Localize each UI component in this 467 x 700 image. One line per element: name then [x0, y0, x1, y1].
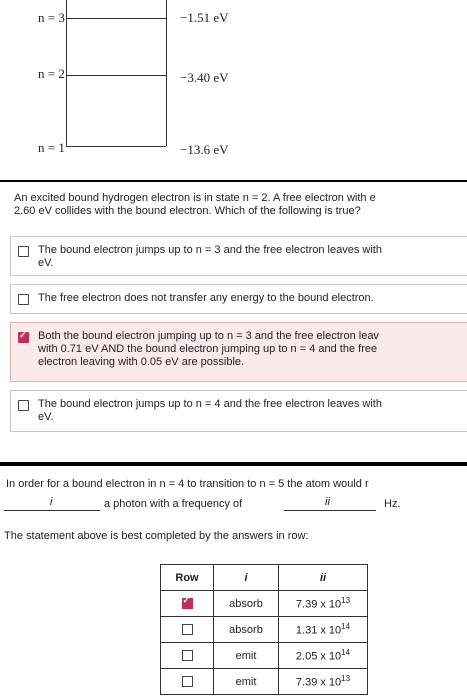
row-3-checkbox[interactable]	[182, 650, 193, 661]
question-2-line-2: a photon with a frequency of	[104, 498, 243, 510]
header-row: Row	[161, 565, 214, 591]
row-1-ii	[279, 591, 368, 617]
level-2-line	[66, 75, 166, 76]
question-1-line-1: An excited bound hydrogen electron is in state n = 2. A free electron with e	[14, 192, 376, 204]
row-1-ii-base: 7.39 x 10	[295, 598, 342, 611]
row-1-checkbox-cell[interactable]	[161, 591, 214, 617]
option-4-checkbox[interactable]	[18, 400, 29, 411]
row-3-checkbox-cell[interactable]	[161, 643, 214, 669]
level-3-line	[66, 18, 166, 19]
row-3-ii-base: 2.05 x 10	[295, 650, 342, 663]
row-4-checkbox[interactable]	[182, 676, 193, 687]
option-1-text	[38, 244, 382, 270]
option-4-line-1: The bound electron jumps up to n = 4 and the free electron leaves with	[38, 398, 382, 410]
row-1-i: absorb	[214, 591, 279, 617]
row-3-ii	[279, 643, 368, 669]
row-2-checkbox[interactable]	[182, 624, 193, 635]
blank-i-line	[4, 510, 100, 511]
row-1-checkbox-checked[interactable]	[182, 598, 193, 609]
table-row[interactable]	[161, 669, 368, 695]
level-1-line	[66, 146, 166, 147]
option-3-line-1: Both the bound electron jumping up to n = 3 and the free electron leav	[38, 330, 379, 342]
row-2-ii	[279, 617, 368, 643]
row-3-ii-exp: 14	[341, 648, 351, 658]
option-1-checkbox[interactable]	[18, 246, 29, 257]
option-3-checkbox-checked[interactable]	[18, 332, 29, 343]
option-4-text	[38, 398, 382, 424]
option-2[interactable]	[10, 284, 467, 314]
question-1-text	[14, 192, 464, 218]
answer-table-header	[161, 565, 368, 591]
level-3-energy: −1.51 eV	[180, 10, 229, 25]
option-2-line-1: The free electron does not transfer any energy to the bound electron.	[38, 292, 374, 304]
question-1-line-2: 2.60 eV collides with the bound electron. Which of the following is true?	[14, 205, 361, 217]
question-2-line-1: In order for a bound electron in n = 4 to transition to n = 5 the atom would r	[6, 478, 369, 490]
row-2-checkbox-cell[interactable]	[161, 617, 214, 643]
row-4-checkbox-cell[interactable]	[161, 669, 214, 695]
unit-hz: Hz.	[384, 498, 401, 510]
energy-level-diagram	[0, 0, 467, 180]
table-row[interactable]	[161, 643, 368, 669]
question-1-panel	[0, 182, 467, 462]
header-ii: ii	[279, 565, 368, 591]
option-1-line-1: The bound electron jumps up to n = 3 and the free electron leaves with	[38, 244, 382, 256]
level-2-energy: −3.40 eV	[180, 70, 229, 85]
right-edge-line	[166, 0, 167, 146]
level-1-energy: −13.6 eV	[180, 142, 229, 157]
row-1-ii-exp: 13	[341, 596, 351, 606]
row-4-ii-exp: 13	[341, 674, 351, 684]
row-4-i: emit	[214, 669, 279, 695]
question-2-panel	[0, 466, 467, 700]
option-3-text	[38, 330, 379, 369]
option-4[interactable]	[10, 390, 467, 432]
option-2-checkbox[interactable]	[18, 294, 29, 305]
table-row[interactable]	[161, 617, 368, 643]
blank-ii-label: ii	[325, 496, 330, 508]
blank-i-label: i	[50, 496, 53, 508]
row-4-ii-base: 7.39 x 10	[295, 676, 342, 689]
level-1-label: n = 1	[38, 140, 65, 155]
row-2-ii-base: 1.31 x 10	[295, 624, 342, 637]
option-2-text	[38, 292, 374, 305]
row-3-i: emit	[214, 643, 279, 669]
option-1-line-2: eV.	[38, 257, 54, 269]
answer-table	[160, 564, 368, 695]
level-2-label: n = 2	[38, 66, 65, 81]
left-edge-line	[66, 0, 67, 146]
row-2-ii-exp: 14	[341, 622, 351, 632]
option-1[interactable]	[10, 236, 467, 276]
table-row[interactable]	[161, 591, 368, 617]
blank-ii-line	[284, 510, 376, 511]
header-i: i	[214, 565, 279, 591]
option-4-line-2: eV.	[38, 411, 54, 423]
question-2-prompt: The statement above is best completed by the answers in row:	[4, 530, 309, 542]
row-2-i: absorb	[214, 617, 279, 643]
level-3-label: n = 3	[38, 10, 65, 25]
option-3-line-2: with 0.71 eV AND the bound electron jumping up to n = 4 and the free	[38, 343, 378, 355]
option-3[interactable]	[10, 322, 467, 382]
option-3-line-3: electron leaving with 0.05 eV are possible.	[38, 356, 245, 368]
row-4-ii	[279, 669, 368, 695]
